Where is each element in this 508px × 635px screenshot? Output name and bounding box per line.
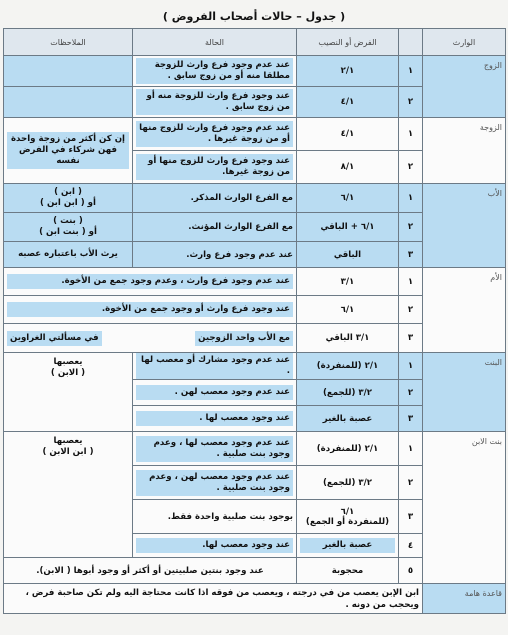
- heir-father: الأب: [423, 184, 506, 268]
- case-cell: [4, 268, 297, 296]
- row-number: ٢: [399, 151, 423, 184]
- wife-note: إن كن أكثر من زوجة واحدة فهن شركاء في الفرض نفسه: [7, 132, 129, 169]
- case-cell: بوجود بنت صلبية واحدة فقط.: [133, 500, 297, 534]
- notes-cell: [4, 353, 133, 432]
- row-number: ١: [399, 184, 423, 213]
- notes-cell: [4, 56, 133, 87]
- case-split: [7, 331, 293, 346]
- row-number: ٤: [399, 534, 423, 558]
- notes-cell: [4, 118, 133, 184]
- share-cell: ٤/١: [297, 87, 399, 118]
- share-cell: ٣/١: [297, 268, 399, 296]
- case-text: عند وجود معصب لها.: [136, 538, 293, 553]
- case-cell: [4, 324, 297, 353]
- case-cell: [133, 118, 297, 151]
- notes-cell: [4, 213, 133, 242]
- note-line: ( ابن الابن ): [42, 447, 94, 457]
- note-line: ( ابن ): [54, 187, 82, 197]
- header-share: الفرض أو النصيب: [297, 29, 399, 56]
- share-cell: ٣/٢ (للجمع): [297, 466, 399, 500]
- case-text: عند وجود فرع وارث للزوجة منه أو من زوج سابق .: [136, 89, 293, 115]
- header-heir: الوارث: [423, 29, 506, 56]
- note-line: أو ( ابن ابن ): [40, 198, 96, 208]
- case-text: عند عدم وجود معصب لهن .: [136, 385, 293, 400]
- header-num: [399, 29, 423, 56]
- row-number: ٢: [399, 380, 423, 406]
- share-cell: الباقي: [297, 242, 399, 268]
- share-cell: ٦/١ + الباقي: [297, 213, 399, 242]
- case-cell: [133, 534, 297, 558]
- case-cell: [133, 56, 297, 87]
- row-number: ٥: [399, 558, 423, 584]
- case-text: عند وجود فرع وارث أو وجود جمع من الأخوة.: [7, 302, 293, 317]
- note-line: يعصبها: [53, 357, 83, 367]
- notes-cell: [4, 432, 133, 558]
- share-cell: عصبة بالغير: [297, 406, 399, 432]
- case-cell: [4, 296, 297, 324]
- share-line: (للمنفردة أو الجمع): [305, 516, 390, 527]
- note-line: ( الابن ): [50, 368, 86, 378]
- row-number: ١: [399, 353, 423, 380]
- share-cell: ٢/١ (للمنفردة): [297, 432, 399, 466]
- share-cell: ٣/٢ (للجمع): [297, 380, 399, 406]
- note-line: ( بنت ): [53, 216, 83, 226]
- row-number: ٢: [399, 87, 423, 118]
- case-text: مع الأب واحد الزوجين: [195, 331, 293, 346]
- share-cell: ٤/١: [297, 118, 399, 151]
- row-number: ٣: [399, 242, 423, 268]
- share-cell: ٦/١: [297, 184, 399, 213]
- heir-daughter: البنت: [423, 353, 506, 432]
- table-row: [4, 353, 506, 380]
- case-text: عند عدم وجود فرع وارث للزوج منها أو من زوجة غيرها .: [136, 121, 293, 147]
- share-cell: محجوبة: [297, 558, 399, 584]
- row-number: ٢: [399, 213, 423, 242]
- share-cell: [297, 500, 399, 534]
- row-number: ١: [399, 268, 423, 296]
- table-row: [4, 268, 506, 296]
- share-cell: ٣/١ الباقي: [297, 324, 399, 353]
- case-cell: [133, 353, 297, 380]
- case-cell: [133, 151, 297, 184]
- row-number: ٣: [399, 324, 423, 353]
- share-cell: ٢/١: [297, 56, 399, 87]
- notes-cell: يرث الأب باعتباره عصبه: [4, 242, 133, 268]
- case-cell: مع الفرع الوارث المؤنث.: [133, 213, 297, 242]
- case-cell: [133, 380, 297, 406]
- rule-label: قاعدة هامة: [423, 584, 506, 614]
- table-row: [4, 432, 506, 466]
- share-cell: ٦/١: [297, 296, 399, 324]
- case-cell: عند عدم وجود فرع وارث.: [133, 242, 297, 268]
- case-cell: [133, 466, 297, 500]
- case-cell: مع الفرع الوارث المذكر.: [133, 184, 297, 213]
- share-text: عصبة بالغير: [300, 538, 395, 553]
- row-number: ٢: [399, 296, 423, 324]
- case-cell: عند وجود بنتين صلبيتين أو أكثر أو وجود أبوها ( الابن).: [4, 558, 297, 584]
- heir-husband: الزوج: [423, 56, 506, 118]
- table-row: [4, 584, 506, 614]
- note-line: يعصبها: [53, 436, 83, 446]
- row-number: ٢: [399, 466, 423, 500]
- case-cell: [133, 406, 297, 432]
- case-text: عند عدم وجود معصب لهن ، وعدم وجود بنت صلبية .: [136, 470, 293, 496]
- table-row: [4, 56, 506, 87]
- case-text: عند عدم وجود معصب لها ، وعدم وجود بنت صلبية .: [136, 436, 293, 462]
- page-title: ( جدول – حالات أصحاب الفروض ): [162, 10, 346, 23]
- heir-wife: الزوجة: [423, 118, 506, 184]
- case-cell: [133, 432, 297, 466]
- case-cell: [133, 87, 297, 118]
- header-case: الحالة: [133, 29, 297, 56]
- case-text: عند وجود فرع وارث للزوج منها أو من زوجة غيرها.: [136, 154, 293, 180]
- row-number: ٣: [399, 406, 423, 432]
- case-note: في مسألتي الغراوين: [7, 331, 102, 346]
- heir-sons-daughter: بنت الابن: [423, 432, 506, 584]
- case-text: عند وجود معصب لها .: [136, 411, 293, 426]
- inheritance-table: [3, 28, 506, 614]
- case-text: عند عدم وجود فرع وارث ، وعدم وجود جمع من الأخوة.: [7, 274, 293, 289]
- heir-mother: الأم: [423, 268, 506, 353]
- row-number: ٣: [399, 500, 423, 534]
- notes-cell: [4, 87, 133, 118]
- case-text: عند عدم وجود فرع وارث للزوجة مطلقا منه أو من زوج سابق .: [136, 58, 293, 84]
- table-header-row: [4, 29, 506, 56]
- case-text: عند عدم وجود مشارك أو معصب لها .: [136, 353, 293, 379]
- share-cell: ٢/١ (للمنفردة): [297, 353, 399, 380]
- row-number: ١: [399, 56, 423, 87]
- row-number: ١: [399, 432, 423, 466]
- table-row: [4, 184, 506, 213]
- table-row: [4, 118, 506, 151]
- share-cell: [297, 534, 399, 558]
- header-notes: الملاحظات: [4, 29, 133, 56]
- rule-text: ابن الإبن يعصب من في درجته ، ويعصب من فوقه اذا كانت محتاجة اليه ولم تكن صاحبة فرض ، ويحجب من دونه .: [4, 584, 423, 614]
- row-number: ١: [399, 118, 423, 151]
- note-line: أو ( بنت ابن ): [39, 227, 97, 237]
- share-line: ٦/١: [340, 506, 355, 517]
- notes-cell: [4, 184, 133, 213]
- share-cell: ٨/١: [297, 151, 399, 184]
